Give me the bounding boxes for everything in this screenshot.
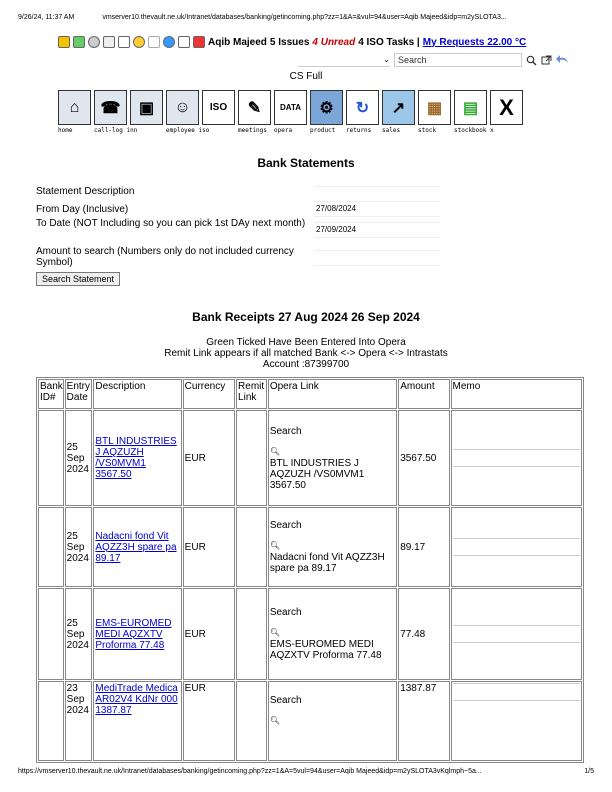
remit-link-cell — [236, 507, 267, 587]
nav-label-opera[interactable]: opera — [274, 127, 293, 134]
search-input[interactable]: Search — [394, 53, 522, 67]
memo-input[interactable] — [453, 683, 580, 701]
returns-icon[interactable]: ↻ — [346, 90, 379, 125]
amount-cell: 77.48 — [398, 588, 449, 680]
opera-match-text: EMS-EUROMED MEDI AQZXTV Proforma 77.48 — [269, 639, 382, 661]
search-select[interactable] — [298, 53, 390, 67]
nav-icon-bar — [58, 90, 523, 125]
col-bank-id: Bank ID# — [38, 379, 64, 409]
table-row — [38, 410, 582, 506]
opera-icon[interactable]: DATA — [274, 90, 307, 125]
cloud-icon[interactable] — [148, 36, 160, 48]
note-remit-link: Remit Link appears if all matched Bank <-> Opera <-> Intrastats — [164, 348, 448, 359]
refresh-icon[interactable] — [73, 36, 85, 48]
opera-search-link[interactable]: Search — [269, 607, 302, 618]
nav-labels — [58, 127, 523, 134]
chevron-down-icon: ⌄ — [383, 55, 390, 64]
col-amount: Amount — [398, 379, 449, 409]
to-label: To Date (NOT Including so you can pick 1st DAy next month) — [36, 218, 306, 229]
statement-form — [36, 186, 456, 286]
image-icon[interactable] — [178, 36, 190, 48]
magnifier-icon[interactable]: 🔍︎ — [269, 628, 280, 637]
memo-input[interactable] — [453, 449, 580, 467]
search-row — [298, 53, 567, 67]
entry-date-cell: 25 Sep 2024 — [65, 588, 93, 680]
memo-input[interactable] — [453, 625, 580, 643]
remit-link-cell — [236, 681, 267, 761]
receipts-table — [36, 377, 584, 763]
memo-cell — [451, 588, 582, 680]
description-link[interactable]: Nadacni fond Vit AQZZ3H spare pa 89.17 — [95, 530, 177, 564]
home-icon[interactable]: ⌂ — [58, 90, 91, 125]
nav-label-product[interactable]: product — [310, 127, 336, 134]
my-requests-link[interactable]: My Requests 22.00 °C — [422, 36, 527, 48]
page-number: 1/5 — [584, 768, 594, 775]
col-remit-link: Remit Link — [236, 379, 267, 409]
opera-search-link[interactable]: Search — [269, 520, 302, 531]
sales-icon[interactable]: ↗ — [382, 90, 415, 125]
nav-label-x[interactable]: x — [490, 127, 494, 134]
currency-cell: EUR — [183, 507, 235, 587]
footer-url: https://vmserver10.thevault.ne.uk/Intranet/databases/banking/getincoming.php?zz=1&A=5vul=94&user=Aqib Majeed&idp=m2ySLOTA3vKqlmph~5a... — [18, 768, 482, 775]
currency-cell: EUR — [183, 588, 235, 680]
document-icon[interactable] — [118, 36, 130, 48]
bank-id-cell — [38, 588, 64, 680]
iso-tasks[interactable]: 4 ISO Tasks | — [358, 36, 420, 48]
opera-link-cell — [268, 507, 397, 587]
chat-icon[interactable] — [163, 36, 175, 48]
entry-date-cell: 25 Sep 2024 — [65, 410, 93, 506]
opera-match-text: BTL INDUSTRIES J AQZUZH /VS0MVM1 3567.50 — [269, 457, 365, 491]
issues-count[interactable]: 5 Issues — [269, 36, 310, 48]
from-label: From Day (Inclusive) — [36, 204, 129, 215]
nav-label-call-log[interactable]: call-log inn — [94, 127, 138, 134]
amount-cell: 1387.87 — [398, 681, 449, 761]
nav-label-meetings[interactable]: meetings — [238, 127, 267, 134]
stock-icon[interactable]: ▦ — [418, 90, 451, 125]
note-account: Account :87399700 — [262, 359, 350, 370]
desc-input[interactable] — [314, 186, 440, 202]
bank-id-cell — [38, 410, 64, 506]
opera-link-cell — [268, 410, 397, 506]
opera-link-cell — [268, 588, 397, 680]
col-opera-link: Opera Link — [268, 379, 397, 409]
opera-search-link[interactable]: Search — [269, 695, 302, 706]
amount-cell: 89.17 — [398, 507, 449, 587]
amount-label: Amount to search (Numbers only do not included currency Symbol) — [36, 246, 294, 268]
print-url: vmserver10.thevault.ne.uk/Intranet/databases/banking/getincoming.php?zz=1&A=&vul=94&user=Aqib Majeed&idp=m2ySLOTA3... — [102, 14, 507, 21]
phone-icon[interactable]: ☎ — [94, 90, 127, 125]
table-row — [38, 507, 582, 587]
status-bar — [58, 34, 592, 50]
nav-label-employee[interactable]: employee iso — [166, 127, 210, 134]
magnifier-icon[interactable]: 🔍︎ — [269, 716, 280, 725]
description-link[interactable]: MediTrade Medica AR02V4 KdNr 000 1387.87 — [95, 683, 178, 716]
alert-icon[interactable] — [193, 36, 205, 48]
opera-match-text: Nadacni fond Vit AQZZ3H spare pa 89.17 — [269, 552, 385, 574]
currency-cell: EUR — [183, 410, 235, 506]
nav-label-sales[interactable]: sales — [382, 127, 401, 134]
print-header — [18, 14, 594, 21]
print-footer — [18, 768, 594, 775]
page-title: Bank Statements — [257, 156, 355, 170]
smiley-icon[interactable] — [133, 36, 145, 48]
back-arrow-icon[interactable] — [556, 55, 567, 66]
magnifier-icon[interactable]: 🔍︎ — [269, 541, 280, 550]
col-entry-date: Entry Date — [65, 379, 93, 409]
memo-cell — [451, 410, 582, 506]
receipts-title: Bank Receipts 27 Aug 2024 26 Sep 2024 — [192, 310, 420, 324]
bank-id-cell — [38, 681, 64, 761]
remit-link-cell — [236, 410, 267, 506]
description-link[interactable]: EMS-EUROMED MEDI AQZXTV Proforma 77.48 — [95, 617, 172, 651]
board-icon[interactable]: ▣ — [130, 90, 163, 125]
table-row — [38, 588, 582, 680]
user-name: Aqib Majeed — [208, 36, 267, 48]
unread-count[interactable]: 4 Unread — [312, 36, 356, 48]
nav-label-stockbook[interactable]: stockbook — [454, 127, 487, 134]
iso-icon[interactable]: ISO — [202, 90, 235, 125]
memo-cell — [451, 681, 582, 761]
table-row — [38, 681, 582, 761]
note-green-ticked: Green Ticked Have Been Entered Into Opera — [206, 337, 406, 348]
cs-label: CS Full — [289, 71, 323, 82]
amount-input[interactable] — [314, 250, 440, 266]
opera-link-cell — [268, 681, 397, 761]
nav-label-4[interactable] — [202, 127, 235, 134]
col-currency: Currency — [183, 379, 235, 409]
magnifier-icon[interactable] — [526, 55, 537, 66]
employee-icon[interactable]: ☺ — [166, 90, 199, 125]
from-date-input[interactable]: 27/08/2024 — [314, 201, 440, 217]
nav-label-returns[interactable]: returns — [346, 127, 372, 134]
nav-label-stock[interactable]: stock — [418, 127, 437, 134]
bank-id-cell — [38, 507, 64, 587]
star-icon[interactable] — [58, 36, 70, 48]
grid-icon[interactable] — [103, 36, 115, 48]
col-memo: Memo — [451, 379, 582, 409]
magnifier-icon[interactable]: 🔍︎ — [269, 446, 280, 456]
entry-date-cell: 25 Sep 2024 — [65, 507, 93, 587]
nav-label-2[interactable] — [130, 127, 163, 134]
amount-cell: 3567.50 — [398, 410, 449, 506]
opera-search-link[interactable]: Search — [269, 425, 302, 437]
stockbook-icon[interactable]: ▤ — [454, 90, 487, 125]
meetings-icon[interactable]: ✎ — [238, 90, 271, 125]
product-icon[interactable]: ⚙ — [310, 90, 343, 125]
currency-cell: EUR — [183, 681, 235, 761]
gear-icon[interactable] — [88, 36, 100, 48]
entry-date-cell: 23 Sep 2024 — [65, 681, 93, 761]
external-link-icon[interactable] — [541, 55, 552, 66]
to-date-input[interactable]: 27/09/2024 — [314, 222, 440, 238]
col-description: Description — [93, 379, 181, 409]
print-datetime: 9/26/24, 11:37 AM — [18, 14, 75, 21]
nav-label-home[interactable]: home — [58, 127, 73, 134]
memo-input[interactable] — [453, 538, 580, 556]
remit-link-cell — [236, 588, 267, 680]
close-x-icon[interactable]: X — [490, 90, 523, 125]
search-statement-button[interactable]: Search Statement — [36, 272, 120, 286]
description-link[interactable]: BTL INDUSTRIES J AQZUZH /VS0MVM1 3567.50 — [95, 436, 177, 480]
notes — [0, 337, 612, 370]
table-header-row — [38, 379, 582, 409]
memo-cell — [451, 507, 582, 587]
desc-label: Statement Description — [36, 186, 135, 197]
